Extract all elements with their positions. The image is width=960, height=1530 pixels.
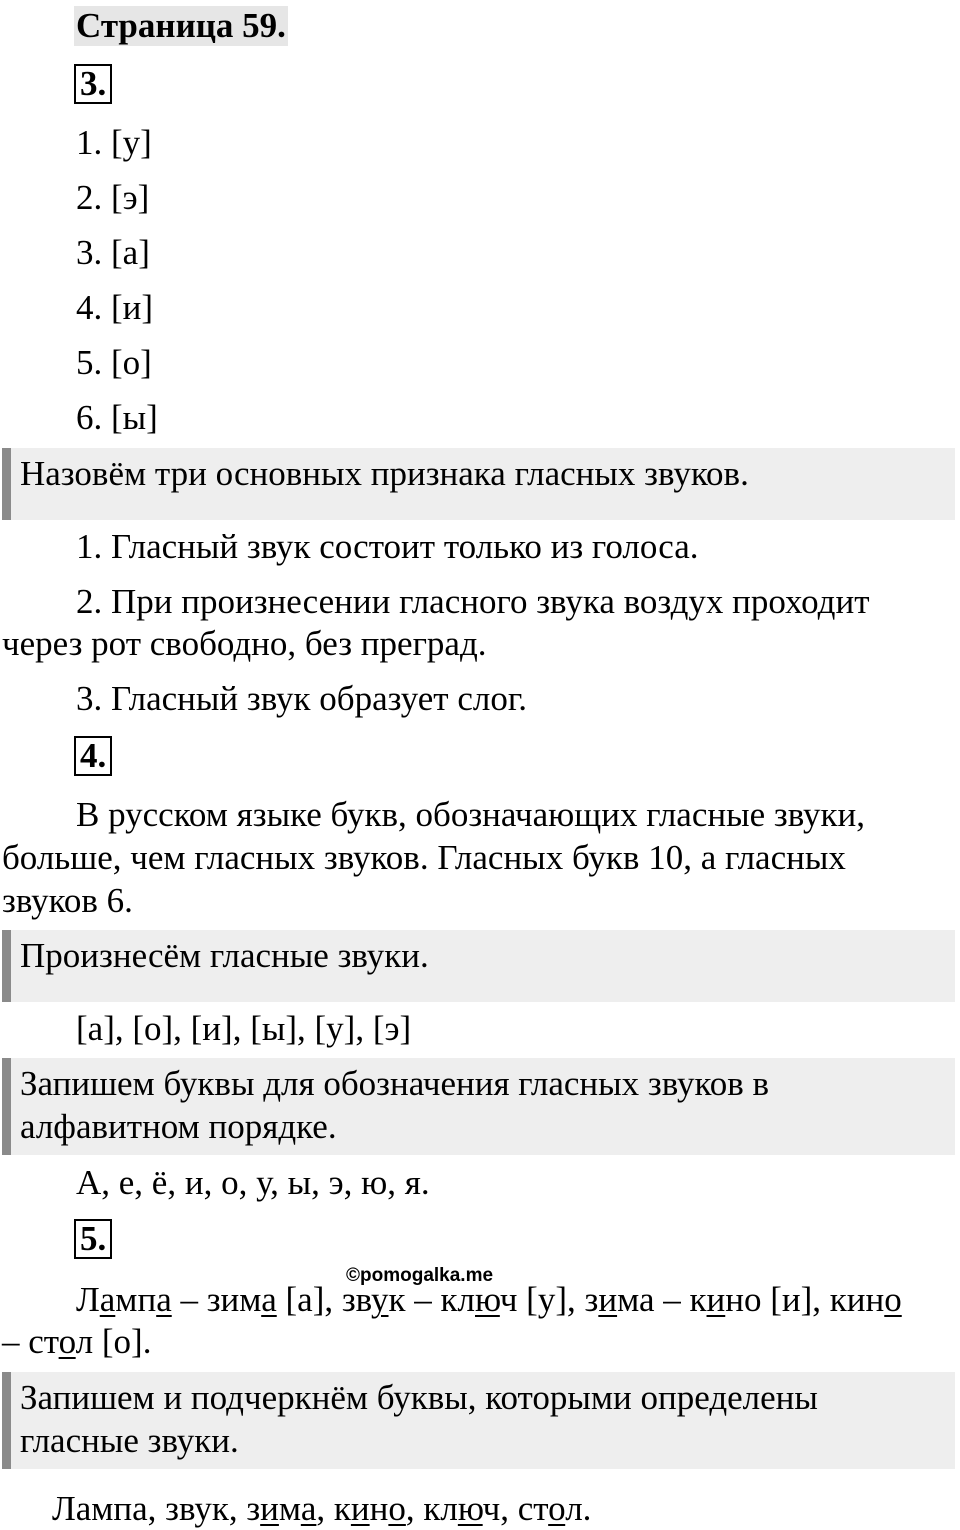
text: ч [у], з [499,1280,599,1319]
answer-3: 3. [а] [76,233,150,272]
sign-1: 1. Гласный звук состоит только из голоса. [76,527,699,566]
sign-2-line1: 2. При произнесении гласного звука воздух проходит [76,582,870,621]
text: к – кл [388,1280,475,1319]
text: но [и], кин [725,1280,885,1319]
note-underline-line1: Запишем и подчеркнём буквы, которыми определены [20,1378,818,1417]
text: Лампа, звук, з [52,1489,261,1528]
underlined-letter: о [548,1489,566,1528]
task-4-number: 4. [74,736,112,776]
note-pronounce [2,930,955,1002]
task-5-number: 5. [74,1219,112,1259]
text: л [о]. [75,1322,152,1361]
word-chain-line1 [76,1278,902,1321]
underlined-letter: о [388,1489,406,1528]
final-words [52,1487,591,1530]
text: м [278,1489,301,1528]
note-alphabet [2,1058,955,1155]
word-chain-line2 [2,1320,151,1363]
underlined-letter: а [156,1280,172,1319]
underlined-letter: и [350,1489,370,1528]
note-underline-line2: гласные звуки. [20,1421,239,1460]
note-alphabet-line2: алфавитном порядке. [20,1107,337,1146]
task-4-para-line1: В русском языке букв, обозначающих гласные звуки, [76,795,866,834]
text: мп [115,1280,157,1319]
text: Л [76,1280,100,1319]
task-4-para-line3: звуков 6. [2,881,133,920]
underlined-letter: о [884,1280,902,1319]
text: , кл [405,1489,458,1528]
text: – ст [2,1322,59,1361]
task-4-para-line2: больше, чем гласных звуков. Гласных букв 10, а гласных [2,838,846,877]
answer-1: 1. [у] [76,123,152,162]
note-vowel-signs-text: Назовём три основных признака гласных звуков. [20,454,749,493]
text: л. [565,1489,592,1528]
sign-3: 3. Гласный звук образует слог. [76,679,527,718]
note-vowel-signs [2,448,955,520]
text: ч, ст [482,1489,549,1528]
text: – зим [171,1280,262,1319]
sign-2-line2: через рот свободно, без преград. [2,624,487,663]
underlined-letter: а [99,1280,116,1319]
underlined-letter: и [706,1280,726,1319]
text: н [369,1489,389,1528]
underlined-letter: и [260,1489,279,1528]
answer-2: 2. [э] [76,178,150,217]
page-title: Страница 59. [76,6,286,45]
underlined-letter: о [58,1322,76,1361]
note-pronounce-text: Произнесём гласные звуки. [20,936,429,975]
text: ма – к [617,1280,707,1319]
underlined-letter: у [371,1280,389,1319]
underlined-letter: а [300,1489,317,1528]
vowel-letters: А, е, ё, и, о, у, ы, э, ю, я. [76,1163,430,1202]
answer-5: 5. [о] [76,343,152,382]
answer-4: 4. [и] [76,288,154,327]
task-3-number: 3. [74,64,112,104]
text: [а], зв [276,1280,372,1319]
note-alphabet-line1: Запишем буквы для обозначения гласных звуков в [20,1064,770,1103]
underlined-letter: ю [475,1280,500,1319]
underlined-letter: и [598,1280,618,1319]
vowel-sounds: [а], [о], [и], [ы], [у], [э] [76,1009,412,1048]
text: , к [316,1489,351,1528]
note-underline [2,1372,955,1469]
answer-6: 6. [ы] [76,398,158,437]
underlined-letter: а [261,1280,277,1319]
underlined-letter: ю [457,1489,483,1528]
watermark: ©pomogalka.me [346,1265,494,1286]
